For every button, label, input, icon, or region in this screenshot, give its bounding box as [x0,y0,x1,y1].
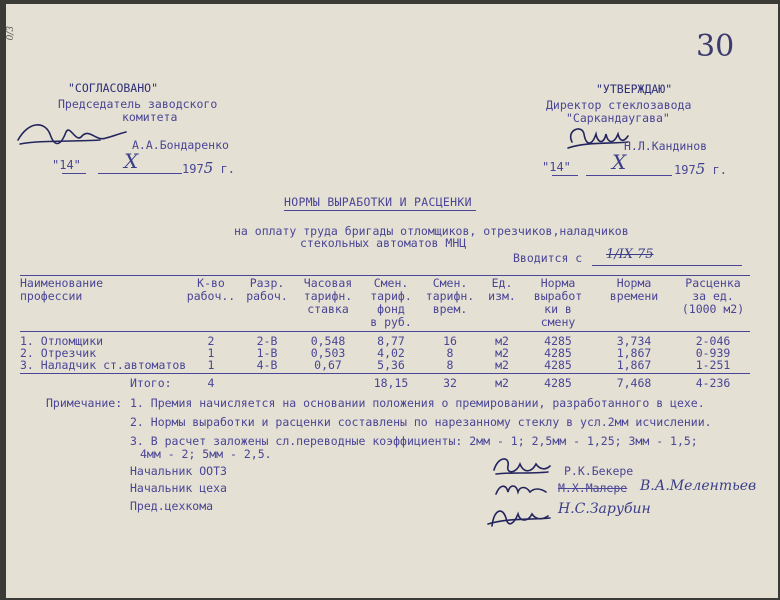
row-cell-count: 1 [207,346,215,360]
table-body-rule [20,373,750,374]
total-label: Итого: [130,376,172,390]
row-cell-output-norm: 4285 [544,358,572,372]
approval-day-right: "14" [542,160,571,174]
approval-stamp-right: "УТВЕРЖДАЮ" [596,82,673,96]
total-time-norm: 7,468 [616,376,652,390]
row-cell-grade: 1-В [256,346,278,360]
row-cell-profession: 3. Наладчик ст.автоматов [20,358,187,372]
signature-role-ootz: Начальник ООТЗ [130,464,227,478]
header-grade: Разр. рабоч. [246,276,288,303]
approval-name-right: Н.Л.Кандинов [624,139,708,153]
row-cell-output-norm: 4285 [544,346,572,360]
row-cell-shift-fund: 5,36 [377,358,405,372]
total-rate: 4-236 [695,376,731,390]
row-cell-time-norm: 1,867 [616,346,652,360]
title-underline [284,210,476,211]
row-cell-unit: м2 [495,346,509,360]
effective-label: Вводится с [513,251,583,265]
signature-role-committee: Пред.цехкома [130,499,214,513]
document-subtitle: на оплату труда бригады отломщиков, отрезчиков,наладчиков [234,224,629,238]
row-cell-shift-time: 16 [443,334,457,348]
header-profession: Наименование профессии [20,276,104,303]
row-cell-unit: м2 [495,334,509,348]
row-cell-profession: 1. Отломщики [20,334,104,348]
total-shift-time: 32 [443,376,457,390]
row-cell-hourly-rate: 0,67 [314,358,342,372]
row-cell-count: 2 [207,334,215,348]
day-underline-left [62,173,86,174]
day-underline-right [552,175,578,176]
row-cell-shift-fund: 4,02 [377,346,405,360]
signatory-name-melentyev: В.А.Мелентьев [640,478,757,494]
row-cell-hourly-rate: 0,548 [310,334,346,348]
row-cell-shift-time: 8 [446,358,454,372]
approval-position-left: Председатель заводского [58,97,218,111]
signature-zarubin [484,500,554,534]
row-cell-shift-time: 8 [446,346,454,360]
approval-position-left-2: комитета [122,110,178,124]
total-shift-fund: 18,15 [373,376,409,390]
row-cell-grade: 4-В [256,358,278,372]
row-cell-profession: 2. Отрезчик [20,346,97,360]
month-underline-right [586,175,672,176]
approval-day-left: "14" [52,158,81,172]
approval-stamp-left: "СОГЛАСОВАНО" [68,81,159,95]
header-unit: Ед. изм. [488,276,516,303]
approval-name-left: А.А.Бондаренко [132,138,229,152]
signature-role-shop: Начальник цеха [130,481,227,495]
header-time-norm: Норма времени [609,276,659,303]
total-count: 4 [207,376,215,390]
note-3-cont: 4мм - 2; 5мм - 2,5. [140,447,272,461]
header-output-norm: Норма выработ ки в смену [533,276,583,329]
approval-position-right-2: "Саркандаугава" [566,111,670,125]
header-shift-time: Смен. тарифн. врем. [425,276,475,316]
total-unit: м2 [495,376,509,390]
approval-month-left: X [124,149,139,173]
approval-month-right: X [612,150,627,174]
row-cell-output-norm: 4285 [544,334,572,348]
row-cell-count: 1 [207,358,215,372]
month-underline-left [98,173,182,174]
note-3: 3. В расчет заложены сл.переводные коэффициенты: 2мм - 1; 2,5мм - 1,25; 3мм - 1,5; [130,434,698,448]
row-cell-time-norm: 1,867 [616,358,652,372]
page-number: 30 [696,29,735,64]
row-cell-hourly-rate: 0,503 [310,346,346,360]
total-output-norm: 4285 [544,376,572,390]
margin-note: 0/3 [6,25,17,41]
row-cell-shift-fund: 8,77 [377,334,405,348]
signatory-name-struck: М.Х.Малере [558,481,628,495]
note-2: 2. Нормы выработки и расценки составлены по нарезанному стеклу в усл.2мм исчислении. [130,415,712,429]
document-subtitle-2: стекольных автоматов МНЦ [300,236,467,250]
row-cell-unit: м2 [495,358,509,372]
signature-left [10,114,130,159]
row-cell-rate: 0-939 [695,346,731,360]
row-cell-rate: 1-251 [695,358,731,372]
approval-year-right: 1975 г. [674,160,727,178]
effective-underline [592,265,742,266]
signatory-name-zarubin: Н.С.Зарубин [558,501,651,517]
row-cell-time-norm: 3,734 [616,334,652,348]
row-cell-grade: 2-В [256,334,278,348]
header-hourly-rate: Часовая тарифн. ставка [303,276,353,316]
note-1: 1. Премия начисляется на основании положения о премировании, разработанного в цехе. [130,396,705,410]
notes-label: Примечание: [46,396,123,410]
signatory-name-bekere: Р.К.Бекере [564,464,634,478]
row-cell-rate: 2-046 [695,334,731,348]
document-title: НОРМЫ ВЫРАБОТКИ И РАСЦЕНКИ [284,195,472,209]
approval-position-right: Директор стеклозавода [546,98,692,112]
approval-year-left: 1975 г. [182,159,235,177]
document-page [6,4,778,598]
header-workers-count: К-во рабоч.. [186,276,236,303]
signature-melentyev [490,478,550,502]
header-shift-fund: Смен. тариф. фонд в руб. [370,276,412,329]
table-header-rule [20,331,750,332]
header-rate: Расценка за ед. (1000 м2) [681,276,745,316]
effective-date: 1/IX-75 [606,247,654,262]
